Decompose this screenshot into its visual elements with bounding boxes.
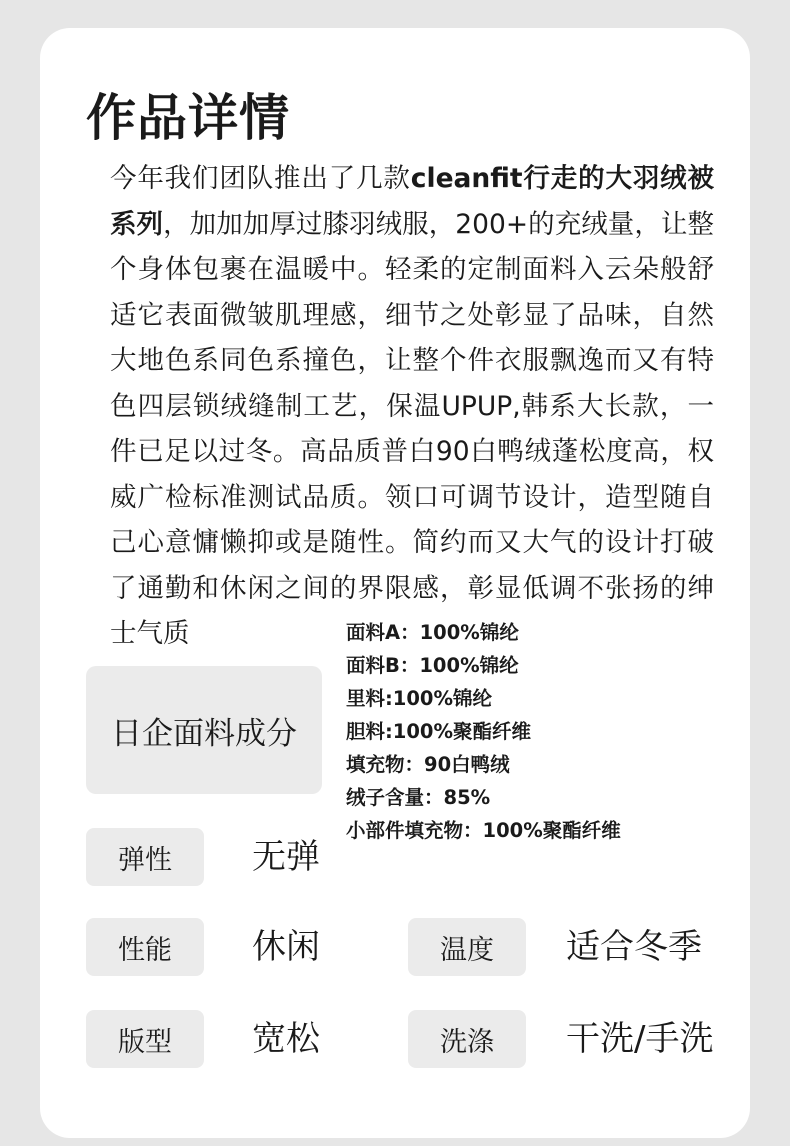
- page-title: 作品详情: [86, 89, 290, 147]
- spec-item: 面料A：100%锦纶: [346, 621, 519, 644]
- washing-label: 洗涤: [440, 1026, 494, 1058]
- description-lead: 今年我们团队推出了几款: [110, 163, 411, 194]
- elasticity-tag: [86, 828, 204, 886]
- fit-label: 版型: [118, 1026, 172, 1058]
- elasticity-value: 无弹: [252, 837, 320, 877]
- temperature-tag: [408, 918, 526, 976]
- description-body: ，加加加厚过膝羽绒服，200+的充绒量，让整个身体包裹在温暖中。轻柔的定制面料入云朵般舒适它表面微皱肌理感，细节之处彰显了品味，自然大地色系同色系撞色，让整个件衣服飘逸而又有特色四层锁绒缝制工艺，保温UPUP,韩系大长款，一件已足以过冬。高品质普白90白鸭绒蓬松度高，权威广检标准测试品质。领口可调节设计，造型随自己心意慵懒抑或是随性。简约而又大气的设计打破了通勤和休闲之间的界限感，彰显低调不张扬的绅士气质: [110, 208, 714, 649]
- fabric-composition-label: 日企面料成分: [111, 715, 297, 752]
- spec-item: 里料:100%锦纶: [346, 687, 493, 710]
- spec-item: 小部件填充物：100%聚酯纤维: [346, 819, 621, 842]
- description-highlight: cleanfit行走的大羽绒被系列: [110, 163, 715, 240]
- temperature-label: 温度: [440, 934, 494, 966]
- fit-value: 宽松: [252, 1019, 320, 1059]
- spec-item: 面料B：100%锦纶: [346, 654, 519, 677]
- temperature-value: 适合冬季: [566, 927, 702, 967]
- washing-tag: [408, 1010, 526, 1068]
- fabric-composition-panel: [86, 666, 322, 794]
- performance-label: 性能: [118, 934, 172, 966]
- spec-item: 胆料:100%聚酯纤维: [346, 720, 532, 743]
- performance-value: 休闲: [252, 927, 320, 967]
- fit-tag: [86, 1010, 204, 1068]
- spec-item: 填充物：90白鸭绒: [346, 753, 510, 776]
- washing-value: 干洗/手洗: [566, 1019, 714, 1059]
- elasticity-label: 弹性: [118, 844, 172, 876]
- spec-item: 绒子含量：85%: [346, 786, 491, 809]
- product-description: [110, 156, 714, 657]
- material-spec-list: [346, 616, 621, 847]
- performance-tag: [86, 918, 204, 976]
